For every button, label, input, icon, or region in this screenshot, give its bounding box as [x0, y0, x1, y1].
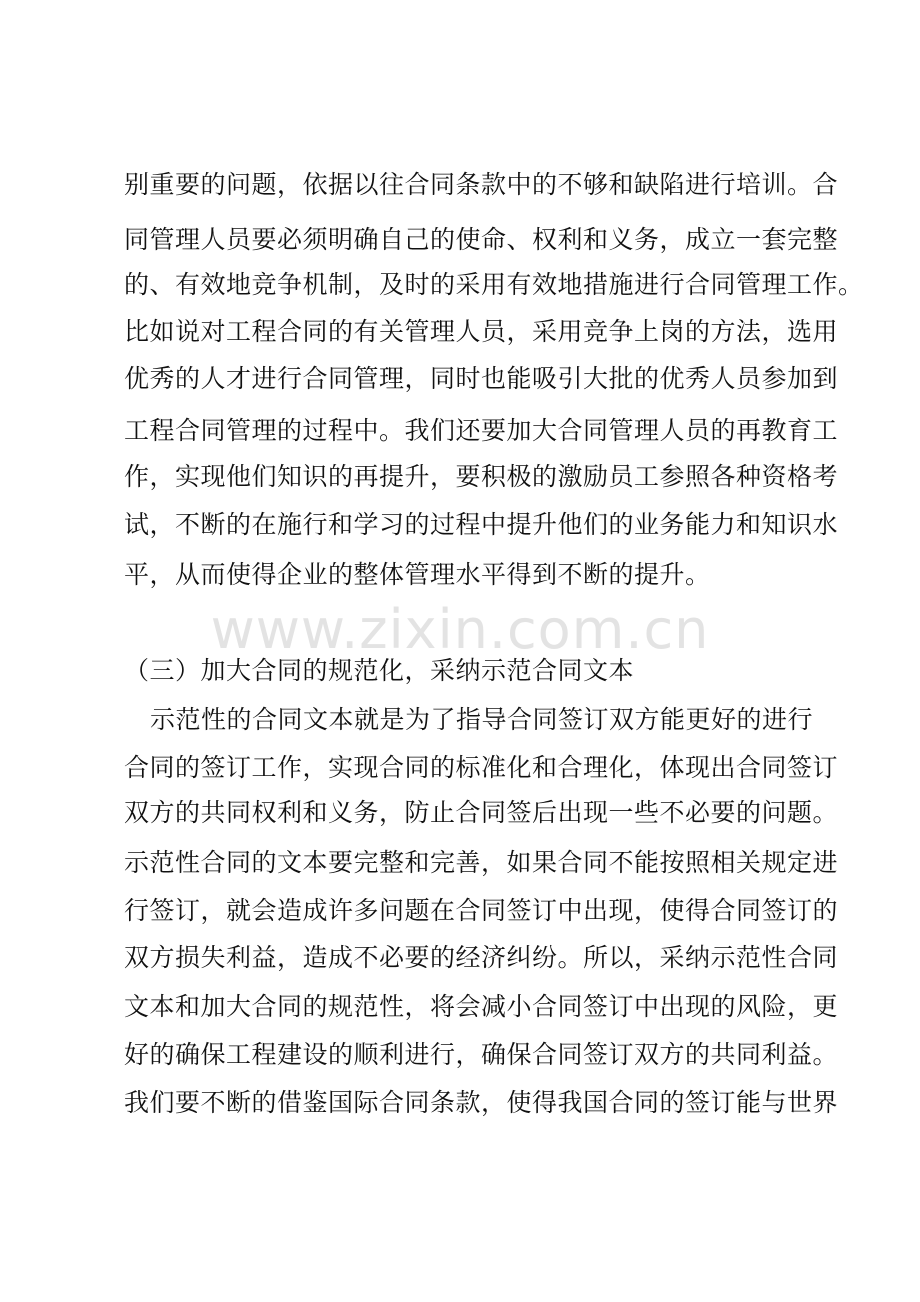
paragraph-line: 双方损失利益，造成不必要的经济纠纷。所以，采纳示范性合同: [124, 943, 839, 972]
paragraph-line: 示范性合同的文本要完整和完善，如果合同不能按照相关规定进: [124, 848, 839, 877]
paragraph-line: 双方的共同权利和义务，防止合同签后出现一些不必要的问题。: [124, 798, 839, 827]
paragraph-line: 示范性的合同文本就是为了指导合同签订双方能更好的进行: [150, 705, 814, 734]
paragraph-line: 优秀的人才进行合同管理，同时也能吸引大批的优秀人员参加到: [124, 364, 839, 393]
paragraph-line: 同管理人员要必须明确自己的使命、权利和义务，成立一套完整: [124, 225, 839, 254]
watermark: www.zixin.com.cn: [210, 598, 710, 661]
section-heading: （三）加大合同的规范化，采纳示范合同文本: [124, 656, 635, 685]
paragraph-line: 平，从而使得企业的整体管理水平得到不断的提升。: [124, 560, 711, 589]
paragraph-line: 的、有效地竞争机制，及时的采用有效地措施进行合同管理工作。: [124, 270, 864, 299]
paragraph-line: 行签订，就会造成许多问题在合同签订中出现，使得合同签订的: [124, 896, 839, 925]
paragraph-line: 比如说对工程合同的有关管理人员，采用竞争上岗的方法，选用: [124, 317, 839, 346]
paragraph-line: 文本和加大合同的规范性，将会减小合同签订中出现的风险，更: [124, 992, 839, 1021]
paragraph-line: 工程合同管理的过程中。我们还要加大合同管理人员的再教育工: [124, 416, 839, 445]
paragraph-line: 别重要的问题，依据以往合同条款中的不够和缺陷进行培训。合: [124, 170, 839, 199]
paragraph-line: 作，实现他们知识的再提升，要积极的激励员工参照各种资格考: [124, 462, 839, 491]
paragraph-line: 合同的签订工作，实现合同的标准化和合理化，体现出合同签订: [124, 753, 839, 782]
paragraph-line: 好的确保工程建设的顺利进行，确保合同签订双方的共同利益。: [124, 1040, 839, 1069]
paragraph-line: 试，不断的在施行和学习的过程中提升他们的业务能力和知识水: [124, 510, 839, 539]
paragraph-line: 我们要不断的借鉴国际合同条款，使得我国合同的签订能与世界: [124, 1088, 839, 1117]
